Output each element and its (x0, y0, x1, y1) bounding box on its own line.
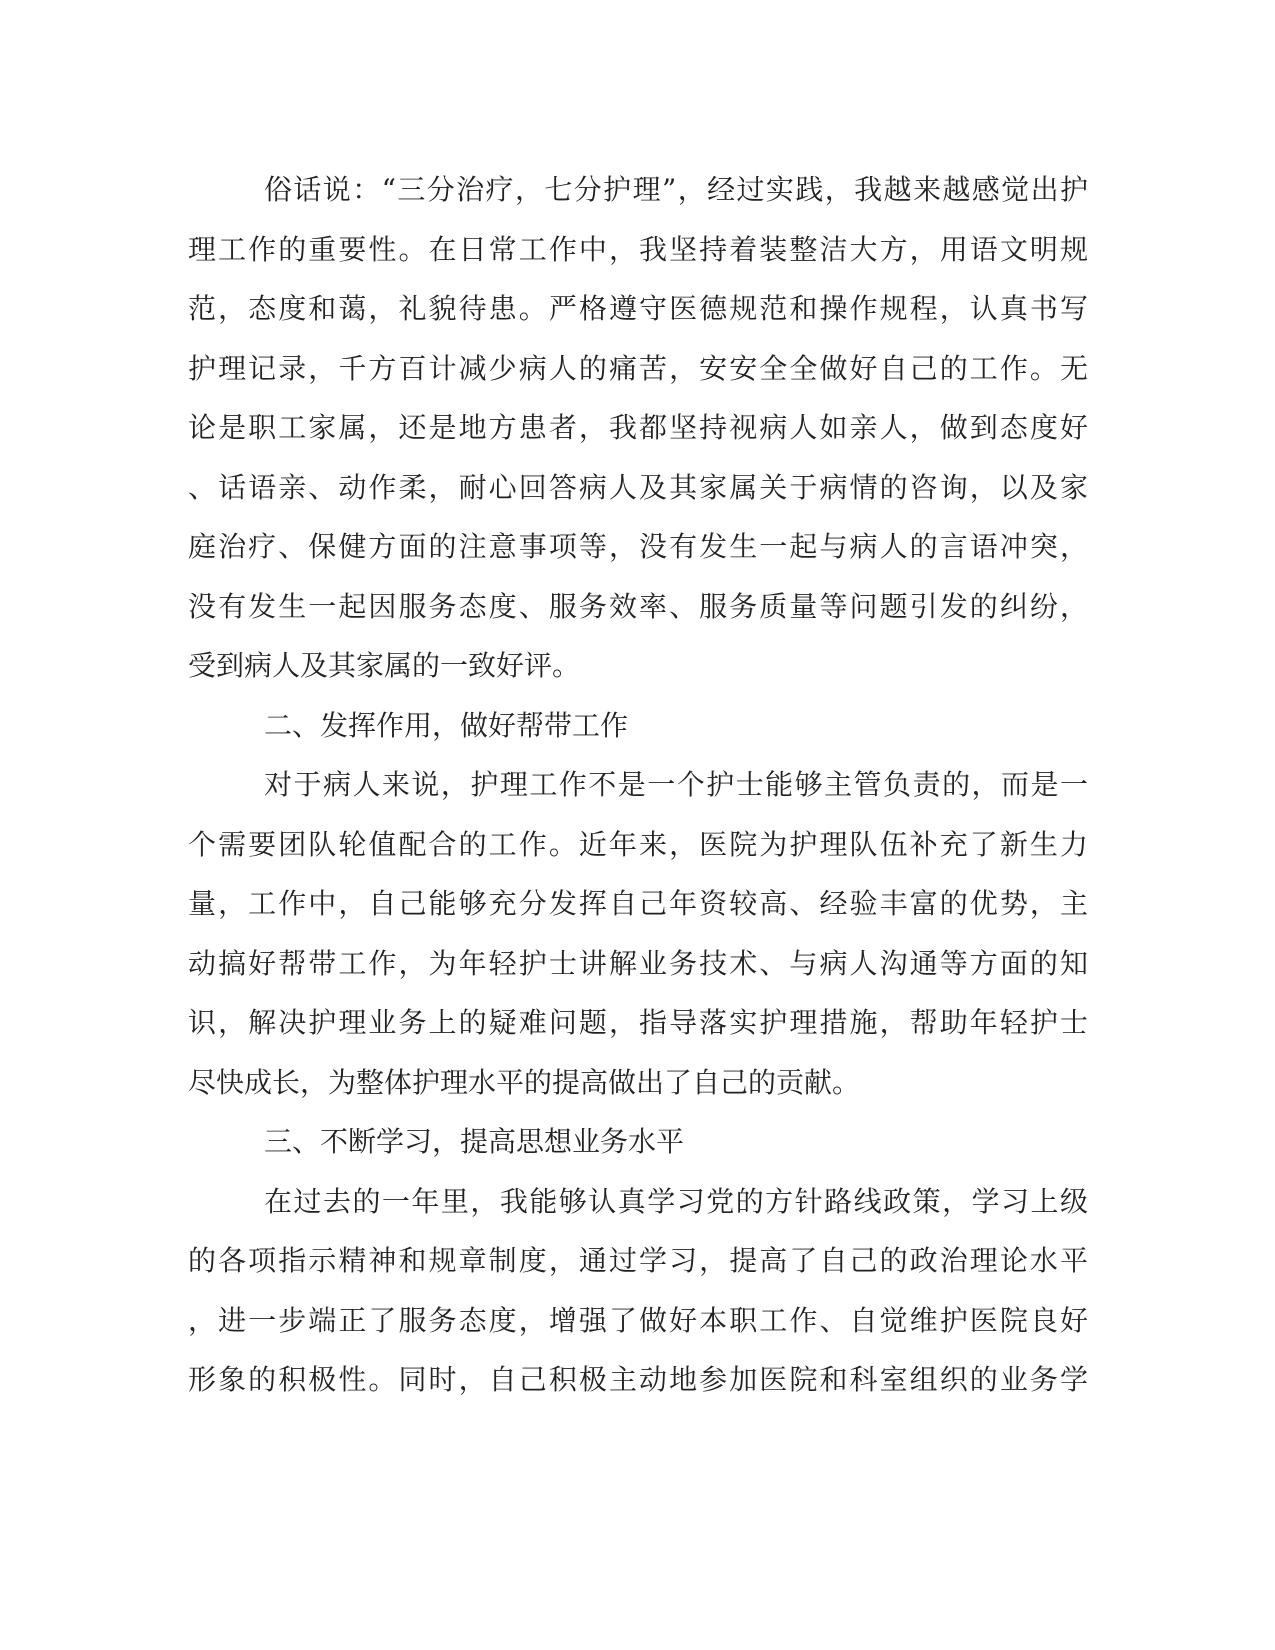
text-line: 动搞好帮带工作，为年轻护士讲解业务技术、与病人沟通等方面的知 (188, 946, 1088, 980)
text-line: 个需要团队轮值配合的工作。近年来，医院为护理队伍补充了新生力 (188, 827, 1088, 861)
document-body (188, 160, 1088, 1410)
text-line: 俗话说：“三分治疗，七分护理”，经过实践，我越来越感觉出护 (264, 173, 1088, 206)
text-line: 、话语亲、动作柔，耐心回答病人及其家属关于病情的咨询，以及家 (188, 470, 1088, 504)
text-line: 在过去的一年里，我能够认真学习党的方针路线政策，学习上级 (264, 1184, 1088, 1218)
text-line: 理工作的重要性。在日常工作中，我坚持着装整洁大方，用语文明规 (188, 232, 1088, 266)
text-line: 受到病人及其家属的一致好评。 (188, 649, 581, 682)
text-line: 识，解决护理业务上的疑难问题，指导落实护理措施，帮助年轻护士 (188, 1006, 1088, 1039)
text-line: ，进一步端正了服务态度，增强了做好本职工作、自觉维护医院良好 (188, 1303, 1088, 1337)
text-line: 庭治疗、保健方面的注意事项等，没有发生一起与病人的言语冲突， (188, 530, 1088, 563)
text-line: 没有发生一起因服务态度、服务效率、服务质量等问题引发的纠纷， (188, 589, 1088, 623)
text-line: 尽快成长，为整体护理水平的提高做出了自己的贡献。 (188, 1065, 861, 1099)
section-heading: 三、不断学习，提高思想业务水平 (264, 1125, 685, 1158)
section-heading: 二、发挥作用，做好帮带工作 (264, 708, 629, 742)
text-line: 范，态度和蔼，礼貌待患。严格遵守医德规范和操作规程，认真书写 (188, 292, 1088, 325)
text-line: 量，工作中，自己能够充分发挥自己年资较高、经验丰富的优势，主 (188, 887, 1088, 920)
text-line: 对于病人来说，护理工作不是一个护士能够主管负责的，而是一 (264, 768, 1088, 801)
text-line: 的各项指示精神和规章制度，通过学习，提高了自己的政治理论水平 (188, 1244, 1088, 1277)
text-line: 形象的积极性。同时，自己积极主动地参加医院和科室组织的业务学 (188, 1363, 1088, 1396)
text-line: 护理记录，千方百计减少病人的痛苦，安安全全做好自己的工作。无 (188, 351, 1088, 385)
text-line: 论是职工家属，还是地方患者，我都坚持视病人如亲人，做到态度好 (188, 411, 1088, 444)
